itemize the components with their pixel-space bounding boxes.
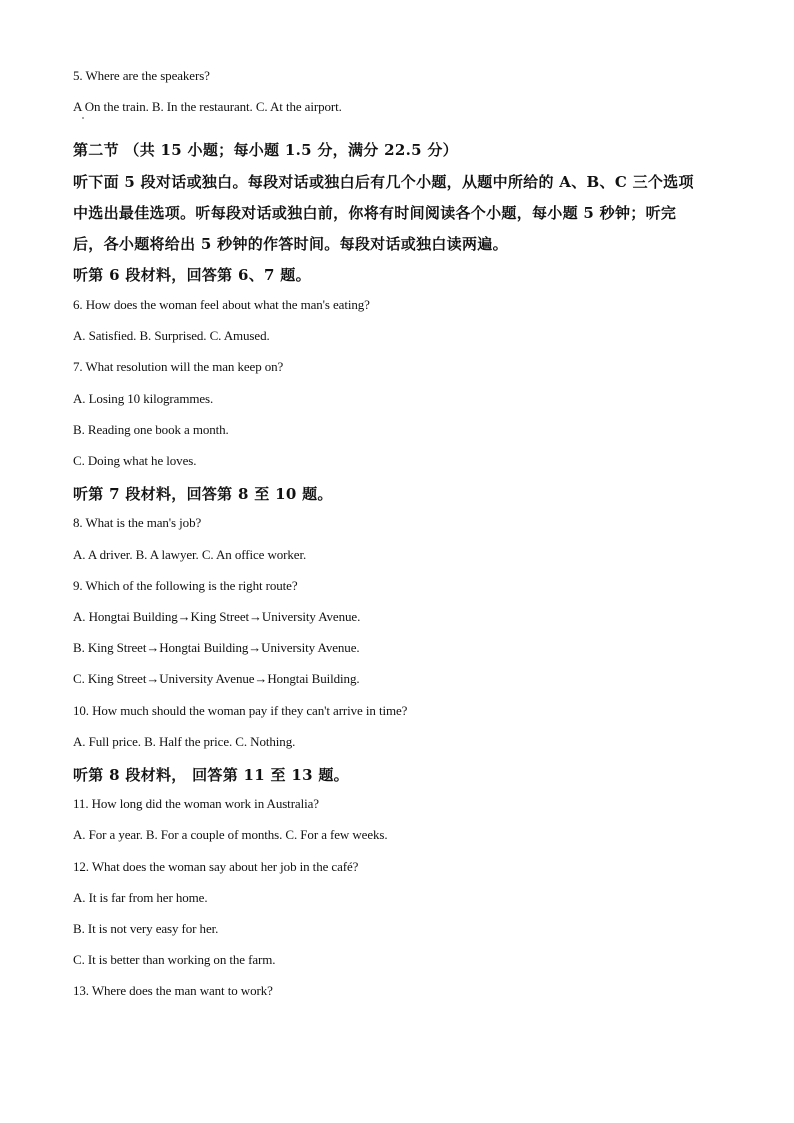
question-8: 8. What is the man's job? — [73, 515, 202, 530]
question-5: 5. Where are the speakers? — [73, 68, 210, 83]
question-9: 9. Which of the following is the right route? — [73, 578, 298, 593]
question-9-option-c: C. King Street→University Avenue→Hongtai Building. — [73, 671, 360, 686]
material-8-heading: 听第 8 段材料， 回答第 11 至 13 题。 — [73, 766, 349, 784]
question-10: 10. How much should the woman pay if they can't arrive in time? — [73, 703, 408, 718]
material-7-heading: 听第 7 段材料，回答第 8 至 10 题。 — [73, 485, 333, 503]
question-7-option-a: A. Losing 10 kilogrammes. — [73, 391, 214, 406]
question-12-option-c: C. It is better than working on the farm. — [73, 952, 276, 967]
question-9-option-a: A. Hongtai Building→King Street→University Avenue. — [73, 609, 361, 624]
section-heading: 第二节 （共 15 小题；每小题 1.5 分，满分 22.5 分） — [73, 141, 458, 159]
question-12-option-b: B. It is not very easy for her. — [73, 921, 219, 936]
instructions-line-2: 中选出最佳选项。听每段对话或独白前，你将有时间阅读各个小题，每小题 5 秒钟；听完 — [73, 204, 677, 222]
question-6-options: A. Satisfied. B. Surprised. C. Amused. — [73, 328, 270, 343]
question-9-option-b: B. King Street→Hongtai Building→University Avenue. — [73, 640, 360, 655]
question-12-option-a: A. It is far from her home. — [73, 890, 208, 905]
question-7-option-c: C. Doing what he loves. — [73, 453, 197, 468]
question-11-options: A. For a year. B. For a couple of months. C. For a few weeks. — [73, 827, 388, 842]
question-8-options: A. A driver. B. A lawyer. C. An office worker. — [73, 547, 307, 562]
question-6: 6. How does the woman feel about what the man's eating? — [73, 297, 370, 312]
question-7-option-b: B. Reading one book a month. — [73, 422, 229, 437]
question-7: 7. What resolution will the man keep on? — [73, 359, 284, 374]
instructions-line-1: 听下面 5 段对话或独白。每段对话或独白后有几个小题，从题中所给的 A、B、C 三个选项 — [73, 173, 694, 191]
instructions-line-3: 后，各小题将给出 5 秒钟的作答时间。每段对话或独白读两遍。 — [73, 235, 508, 253]
question-5-options: A On the train. B. In the restaurant. C. At the airport. — [73, 99, 342, 114]
question-13: 13. Where does the man want to work? — [73, 983, 273, 998]
stray-dot — [82, 117, 84, 119]
question-11: 11. How long did the woman work in Australia? — [73, 796, 319, 811]
question-10-options: A. Full price. B. Half the price. C. Nothing. — [73, 734, 296, 749]
question-12: 12. What does the woman say about her job in the café? — [73, 859, 359, 874]
material-6-heading: 听第 6 段材料，回答第 6、7 题。 — [73, 266, 311, 284]
